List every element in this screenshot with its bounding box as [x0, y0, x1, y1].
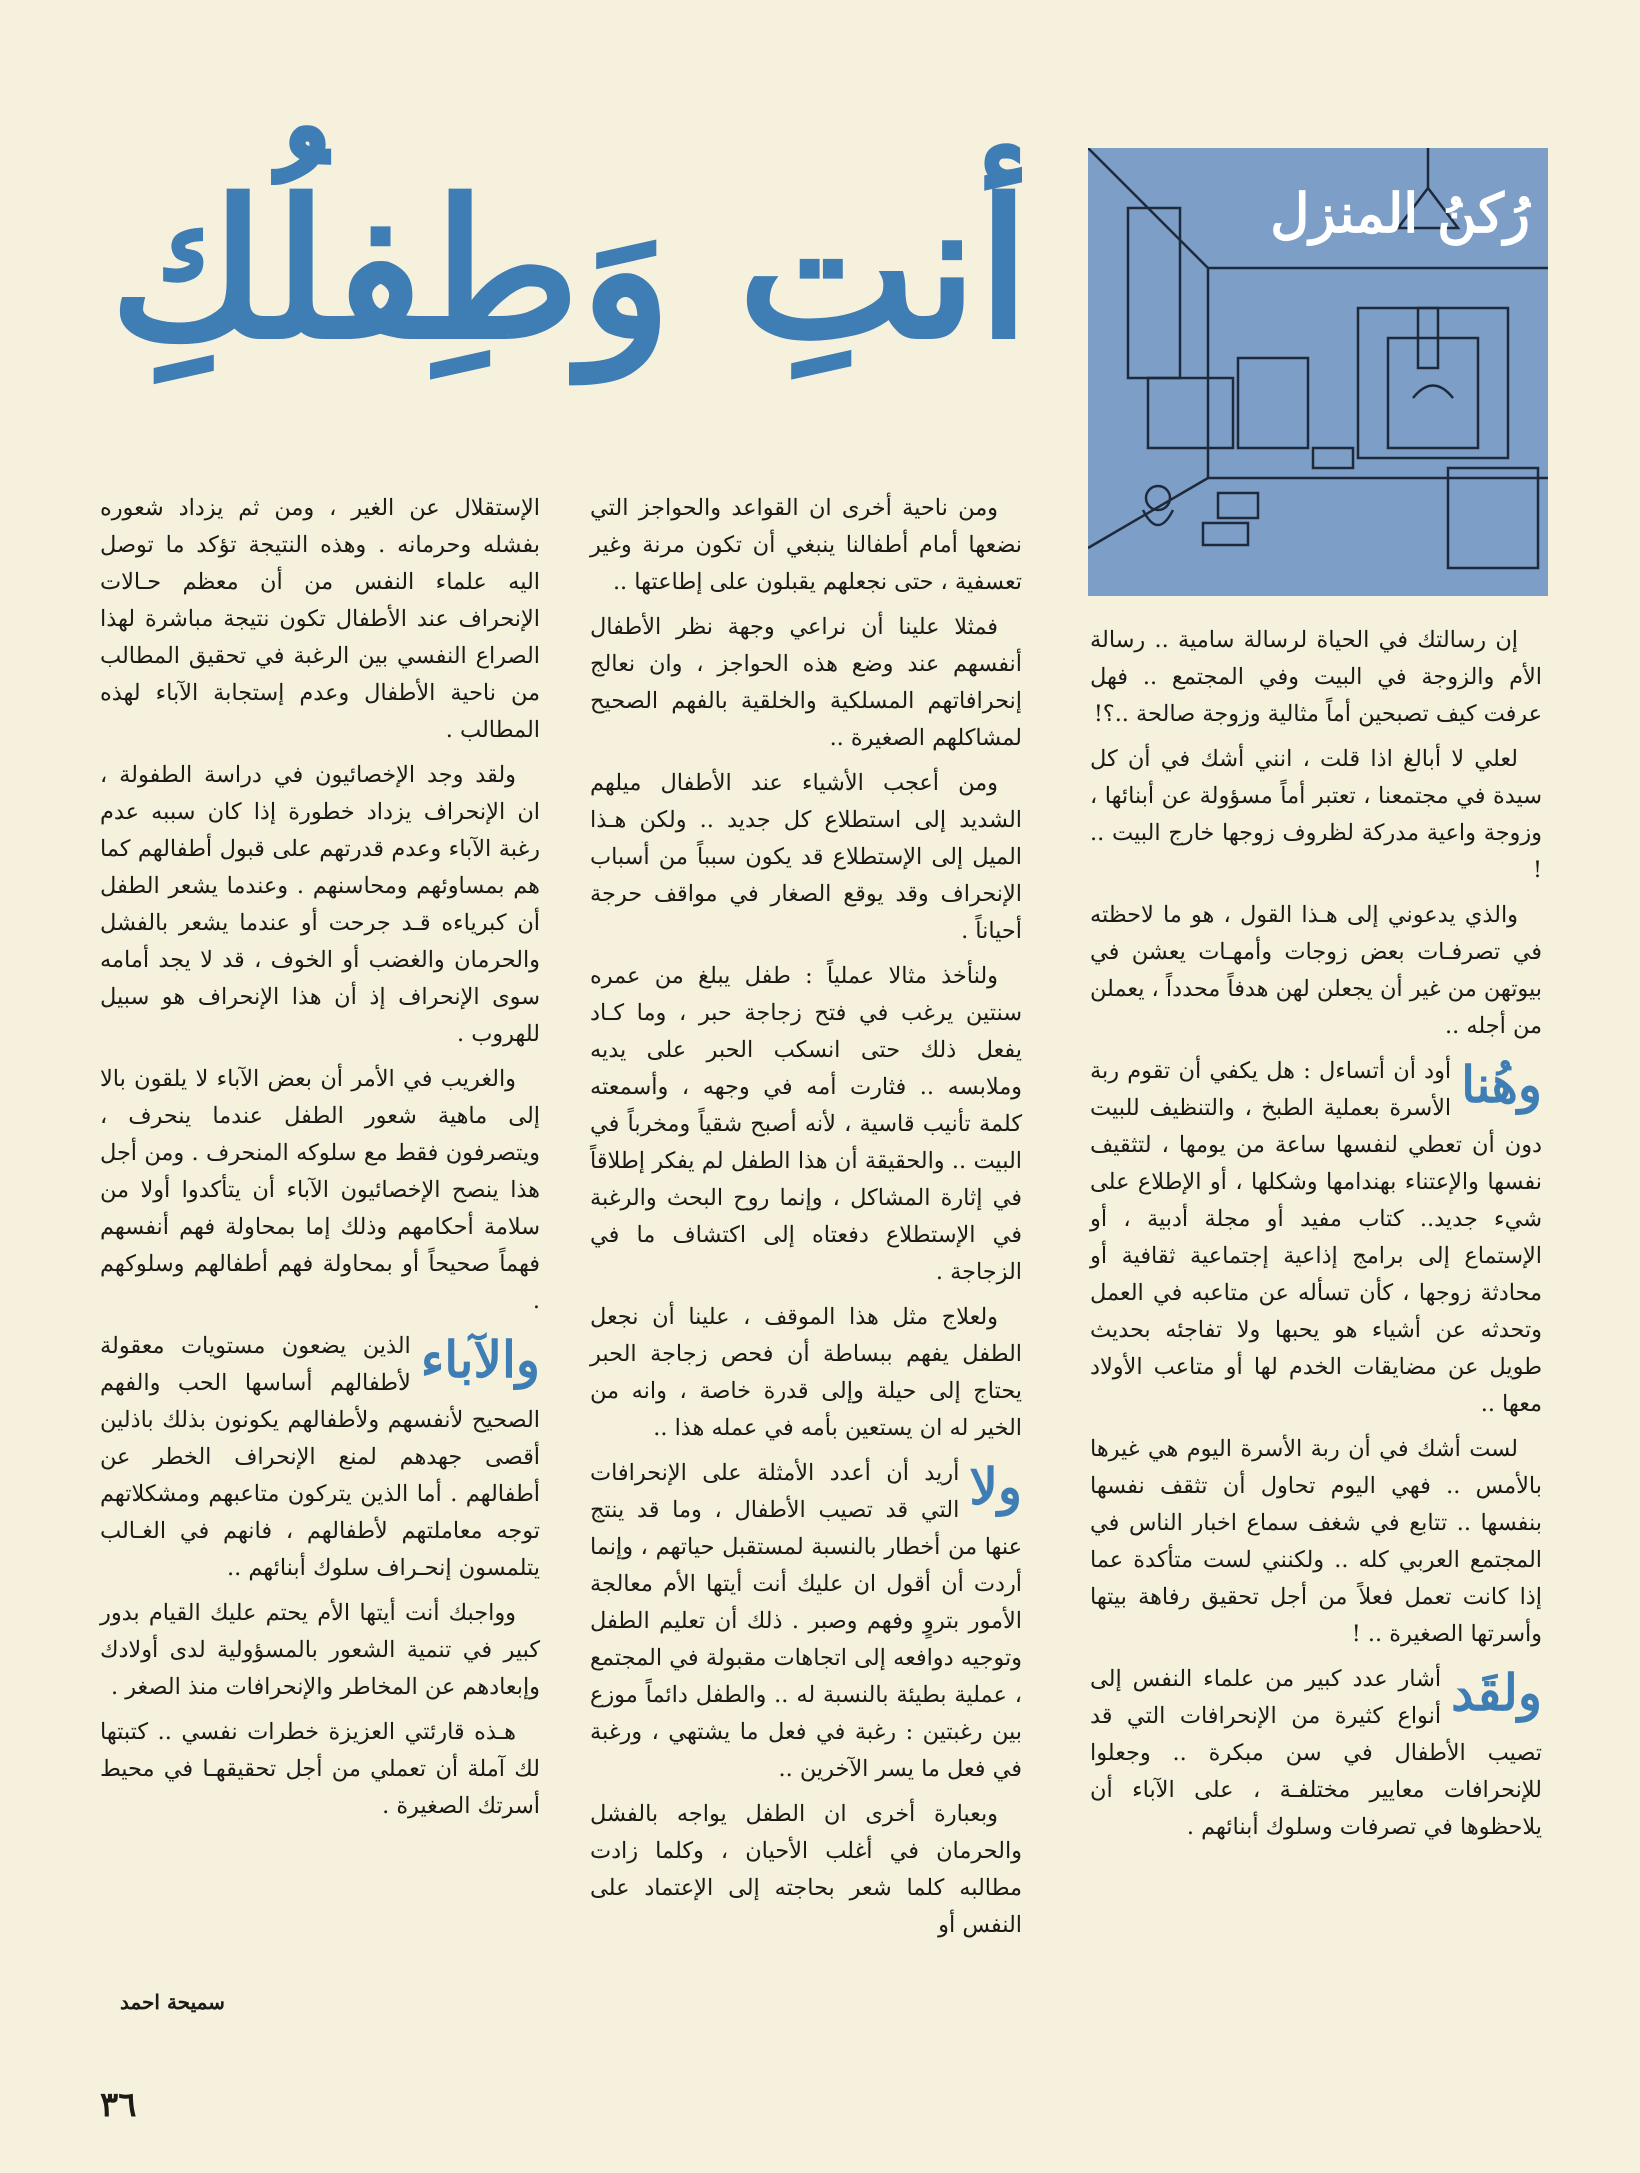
article-title: أنتِ وَطِفلُكِ: [109, 158, 1030, 381]
paragraph: وواجبك أنت أيتها الأم يحتم عليك القيام بدور كبير في تنمية الشعور بالمسؤولية لدى أولادك وإبعادهم عن المخاطر والإنحرافات منذ الصغر .: [100, 1600, 540, 1700]
paragraph: لست أشك في أن ربة الأسرة اليوم هي غيرها بالأمس .. فهي اليوم تحاول أن تثقف نفسها بنفسها .. تتابع في شغف سماع اخبار الناس في المجتمع العربي كله .. ولكنني لست متأكدة عما إذا كانت تعمل فعلاً من أجل تحقيق رفاهة بيتها وأسرتها الصغيرة .. !: [1090, 1436, 1542, 1647]
paragraph: [590, 1455, 1022, 1788]
page-number: ٣٦: [100, 2085, 137, 2125]
paragraph: لعلي لا أبالغ اذا قلت ، انني أشك في أن كل سيدة في مجتمعنا ، تعتبر أماً مسؤولة عن أبنائها ، وزوجة واعية مدركة لظروف زوجها خارج البيت .. !: [1090, 746, 1542, 883]
paragraph-text: أود أن أتساءل : هل يكفي أن تقوم ربة الأسرة بعملية الطبخ ، والتنظيف للبيت دون أن تعطي لنفسها ساعة من يومها ، لتثقيف نفسها والإعتناء بهندامها وشكلها ، أو الإطلاع على شيء جديد.. كتاب مفيد أو مجلة أدبية ، أو الإستماع إلى برامج إذاعية إجتماعية ثقافية أو محادثة زوجها ، كأن تسأله عن متاعبه في العمل وتحدثه عن أشياء هو يحبها ولا تفاجئه بحديث طويل عن مضايقات الخدم لها أو متاعب الأولاد معها ..: [1090, 1058, 1542, 1417]
paragraph: ولقد وجد الإخصائيون في دراسة الطفولة ، ان الإنحراف يزداد خطورة إذا كان سببه عدم رغبة الآباء وعدم قدرتهم على قبول أطفالهم كما هم بمساوئهم ومحاسنهم . وعندما يشعر الطفل أن كبرياءه قـد جرحت أو عندما يشعر بالفشل والحرمان والغضب أو الخوف ، قد لا يجد أمامه سوى الإنحراف إذ أن هذا الإنحراف هو سبيل للهروب .: [100, 762, 540, 1047]
section-heading: والآباء: [420, 1330, 540, 1389]
paragraph-text: الذين يضعون مستويات معقولة لأطفالهم أساسها الحب والفهم الصحيح لأنفسهم ولأطفالهم يكونون بذلك باذلين أقصى جهدهم لمنع الإنحراف الخطر عن أطفالهم . أما الذين يتركون متاعبهم ومشكلاتهم توجه معاملتهم لأطفالهم ، فانهم في الغـالب يتلمسون إنحـراف سلوك أبنائهم ..: [100, 1333, 540, 1581]
paragraph-text: أريد أن أعدد الأمثلة على الإنحرافات التي قد تصيب الأطفال ، وما قد ينتج عنها من أخطار بالنسبة لمستقبل حياتهم ، وإنما أردت أن أقول ان عليك أنت أيتها الأم معالجة الأمور بتروٍ وفهم وصبر . ذلك أن تعليم الطفل وتوجيه دوافعه إلى اتجاهات مقبولة في المجتمع ، عملية بطيئة بالنسبة له .. والطفل دائماً موزع بين رغبتين : رغبة في فعل ما يشتهي ، ورغبة في فعل ما يسر الآخرين ..: [590, 1460, 1022, 1782]
paragraph: [1090, 1661, 1542, 1846]
paragraph: [1090, 1053, 1542, 1423]
left-column: [100, 490, 540, 1833]
paragraph: إن رسالتك في الحياة لرسالة سامية .. رسالة الأم والزوجة في البيت وفي المجتمع .. فهل عرفت كيف تصبحين أماً مثالية وزوجة صالحة ..؟!: [1090, 627, 1542, 727]
paragraph-text: أشار عدد كبير من علماء النفس إلى أنواع كثيرة من الإنحرافات التي قد تصيب الأطفال في سن مبكرة .. وجعلوا للإنحرافات معايير مختلفـة ، على الآباء أن يلاحظوها في تصرفات وسلوك أبنائهم .: [1090, 1666, 1542, 1840]
paragraph: الإستقلال عن الغير ، ومن ثم يزداد شعوره بفشله وحرمانه . وهذه النتيجة تؤكد ما توصل اليه علماء النفس من أن معظم حـالات الإنحراف عند الأطفال تكون نتيجة مباشرة لهذا الصراع النفسي بين الرغبة في تحقيق المطالب من ناحية الأطفال وعدم إستجابة الآباء لهذه المطالب .: [100, 495, 540, 743]
right-column: [1090, 622, 1542, 1854]
paragraph: فمثلا علينا أن نراعي وجهة نظر الأطفال أنفسهم عند وضع هذه الحواجز ، وان نعالج إنحرافاتهم المسلكية والخلقية بالفهم الصحيح لمشاكلهم الصغيرة ..: [590, 614, 1022, 751]
paragraph: هـذه قارئتي العزيزة خطرات نفسي .. كتبتها لك آملة أن تعملي من أجل تحقيقهـا في محيط أسرتك الصغيرة .: [100, 1719, 540, 1819]
paragraph: والغريب في الأمر أن بعض الآباء لا يلقون بالا إلى ماهية شعور الطفل عندما ينحرف ، ويتصرفون فقط مع سلوكه المنحرف . ومن أجل هذا ينصح الإخصائيون الآباء أن يتأكدوا أولا من سلامة أحكامهم وذلك إما بمحاولة فهم أنفسهم فهماً صحيحاً أو بمحاولة فهم أطفالهم وسلوكهم .: [100, 1066, 540, 1314]
paragraph: ولنأخذ مثالا عملياً : طفل يبلغ من عمره سنتين يرغب في فتح زجاجة حبر ، وما كـاد يفعل ذلك حتى انسكب الحبر على يديه وملابسه .. فثارت أمه في وجهه ، وأسمعته كلمة تأنيب قاسية ، لأنه أصبح شقياً ومخرباً في البيت .. والحقيقة أن هذا الطفل لم يفكر إطلاقاً في إثارة المشاكل ، وإنما روح البحث والرغبة في الإستطلاع دفعتاه إلى اكتشاف ما في الزجاجة .: [590, 963, 1022, 1285]
living-room-illustration: [1088, 148, 1548, 596]
paragraph: ولعلاج مثل هذا الموقف ، علينا أن نجعل الطفل يفهم ببساطة أن فحص زجاجة الحبر يحتاج إلى حيلة وإلى قدرة خاصة ، وانه من الخير له ان يستعين بأمه في عمله هذا ..: [590, 1304, 1022, 1441]
paragraph: ومن أعجب الأشياء عند الأطفال ميلهم الشديد إلى استطلاع كل جديد .. ولكن هـذا الميل إلى الإستطلاع قد يكون سبباً من أسباب الإنحراف وقد يوقع الصغار في مواقف حرجة أحياناً .: [590, 770, 1022, 944]
paragraph: وبعبارة أخرى ان الطفل يواجه بالفشل والحرمان في أغلب الأحيان ، وكلما زادت مطالبه كلما شعر بحاجته إلى الإعتماد على النفس أو: [590, 1801, 1022, 1938]
paragraph: والذي يدعوني إلى هـذا القول ، هو ما لاحظته في تصرفـات بعض زوجات وأمهـات يعشن في بيوتهن من غير أن يجعلن لهن هدفاً محدداً ، يعملن من أجله ..: [1089, 902, 1542, 1039]
author-signature: سميحة احمد: [120, 1990, 225, 2014]
section-heading: وهُنا: [1461, 1055, 1542, 1114]
hero-caption: رُكنُ المنزل: [1270, 181, 1530, 245]
paragraph: [100, 1328, 540, 1587]
section-heading: ولقَد: [1451, 1663, 1542, 1722]
section-heading: ولا: [969, 1457, 1022, 1516]
paragraph: ومن ناحية أخرى ان القواعد والحواجز التي نضعها أمام أطفالنا ينبغي أن تكون مرنة وغير تعسفية ، حتى نجعلهم يقبلون على إطاعتها ..: [590, 495, 1022, 595]
middle-column: [590, 490, 1022, 1952]
